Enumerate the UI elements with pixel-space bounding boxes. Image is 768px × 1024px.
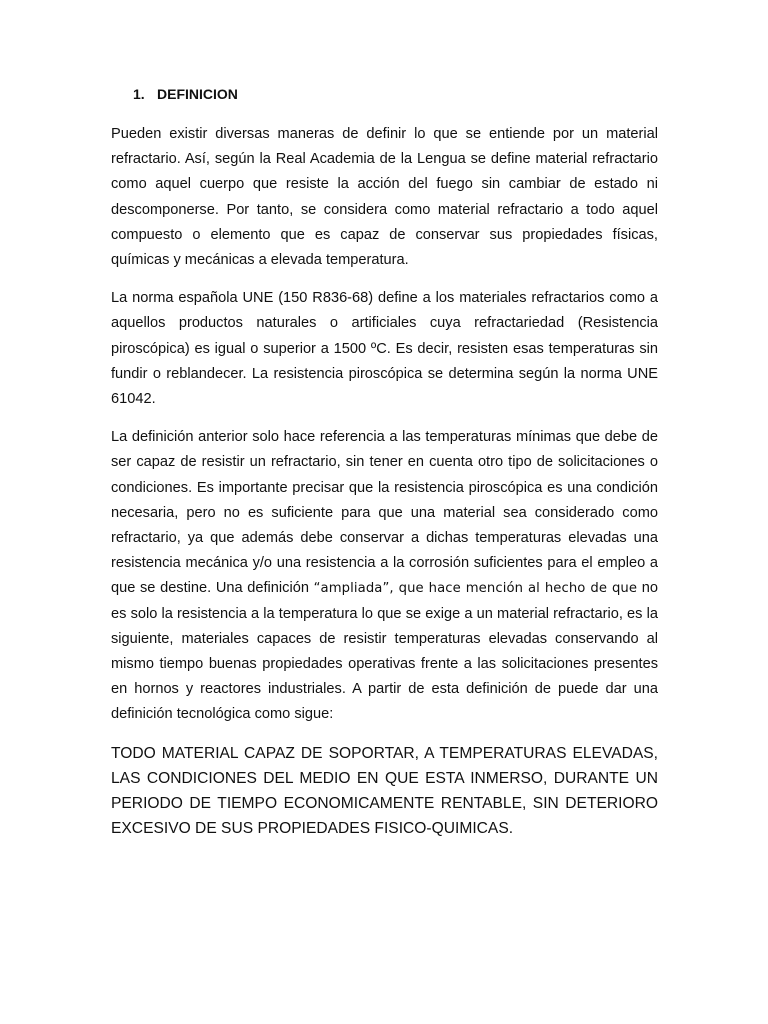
document-page: [111, 84, 658, 841]
paragraph-text-part: La definición anterior solo hace referencia a las temperaturas mínimas que debe de ser capaz de resistir un refractario, sin tener en cuenta otro tipo de solicitaciones o condiciones. Es importante precisar que la resistencia piroscópica es una condición necesaria, pero no es suficiente para que una material sea considerado como refractario, ya que además debe conservar a dichas temperaturas elevadas una resistencia mecánica y/o una resistencia a la corrosión suficientes para el empleo a que se destine. Una definición: [111, 429, 658, 597]
section-title: DEFINICION: [157, 86, 238, 102]
paragraph-text-part: no es solo la resistencia a la temperatura lo que se exige a un material refractario, es la siguiente, materiales capaces de resistir temperaturas elevadas conservando al mismo tiempo buenas propiedades operativas frente a las solicitaciones presentes en hornos y reactores industriales. A partir de esta definición de puede dar una definición tecnológica como sigue:: [111, 580, 658, 723]
section-heading: [111, 84, 658, 104]
paragraph-definicion-ampliada: [111, 425, 658, 727]
quoted-phrase: “ampliada”, que hace mención al hecho de que: [313, 581, 638, 597]
paragraph-definicion-tecnologica: TODO MATERIAL CAPAZ DE SOPORTAR, A TEMPERATURAS ELEVADAS, LAS CONDICIONES DEL MEDIO EN QUE ESTA INMERSO, DURANTE UN PERIODO DE TIEMPO ECONOMICAMENTE RENTABLE, SIN DETERIORO EXCESIVO DE SUS PROPIEDADES FISICO-QUIMICAS.: [111, 744, 658, 837]
section-number: 1.: [133, 86, 145, 102]
paragraph-definition-rae: Pueden existir diversas maneras de definir lo que se entiende por un material refractario. Así, según la Real Academia de la Lengua se define material refractario como aquel cuerpo que resiste la acción del fuego sin cambiar de estado ni descomponerse. Por tanto, se considera como material refractario a todo aquel compuesto o elemento que es capaz de conservar sus propiedades físicas, químicas y mecánicas a elevada temperatura.: [111, 126, 658, 269]
paragraph-norma-une: La norma española UNE (150 R836-68) define a los materiales refractarios como a aquellos productos naturales o artificiales cuya refractariedad (Resistencia piroscópica) es igual o superior a 1500 ºC. Es decir, resisten esas temperaturas sin fundir o reblandecer. La resistencia piroscópica se determina según la norma UNE 61042.: [111, 290, 658, 408]
